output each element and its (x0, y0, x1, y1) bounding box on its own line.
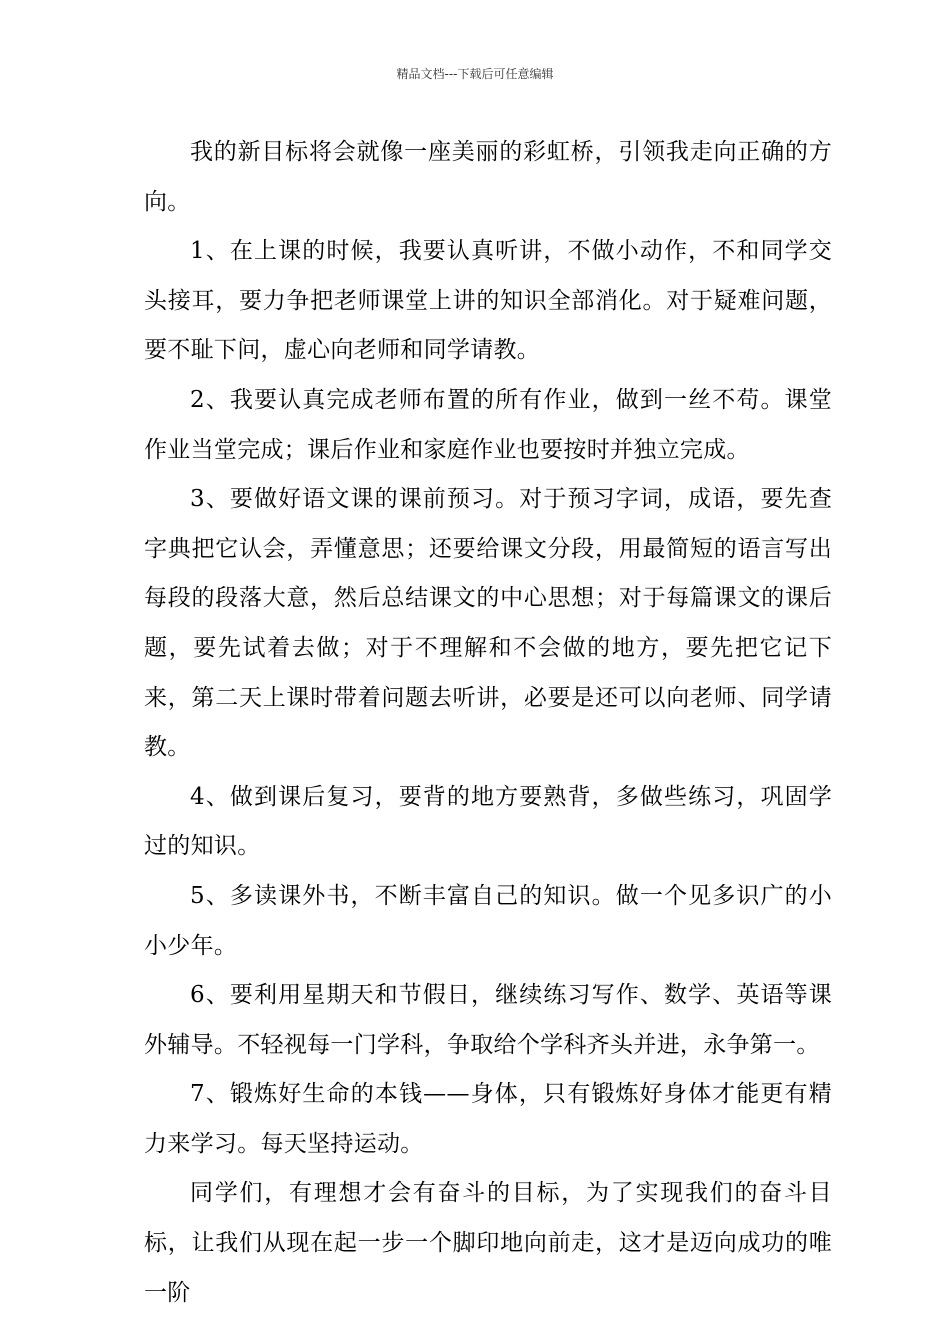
paragraph-conclusion: 同学们，有理想才会有奋斗的目标，为了实现我们的奋斗目标，让我们从现在起一步一个脚印地向前走，这才是迈向成功的唯一阶 (144, 1180, 832, 1306)
document-body (144, 128, 832, 1318)
paragraph-goal-1: 1、在上课的时候，我要认真听讲，不做小动作，不和同学交头接耳，要力争把老师课堂上讲的知识全部消化。对于疑难问题，要不耻下问，虚心向老师和同学请教。 (144, 238, 832, 364)
page-header: 精品文档---下载后可任意编辑 (396, 67, 554, 81)
paragraph-goal-2: 2、我要认真完成老师布置的所有作业，做到一丝不苟。课堂作业当堂完成；课后作业和家庭作业也要按时并独立完成。 (144, 386, 832, 463)
paragraph-goal-5: 5、多读课外书，不断丰富自己的知识。做一个见多识广的小小少年。 (144, 882, 832, 959)
paragraph-goal-4: 4、做到课后复习，要背的地方要熟背，多做些练习，巩固学过的知识。 (144, 783, 832, 860)
paragraph-goal-7: 7、锻炼好生命的本钱——身体，只有锻炼好身体才能更有精力来学习。每天坚持运动。 (144, 1081, 832, 1157)
paragraph-goal-6: 6、要利用星期天和节假日，继续练习写作、数学、英语等课外辅导。不轻视每一门学科，争取给个学科齐头并进，永争第一。 (144, 982, 832, 1058)
paragraph-intro: 我的新目标将会就像一座美丽的彩虹桥，引领我走向正确的方向。 (144, 139, 832, 215)
paragraph-goal-3: 3、要做好语文课的课前预习。对于预习字词，成语，要先查字典把它认会，弄懂意思；还要给课文分段，用最简短的语言写出每段的段落大意，然后总结课文的中心思想；对于每篇课文的课后题，要先试着去做；对于不理解和不会做的地方，要先把它记下来，第二天上课时带着问题去听讲，必要是还可以向老师、同学请教。 (144, 486, 832, 761)
